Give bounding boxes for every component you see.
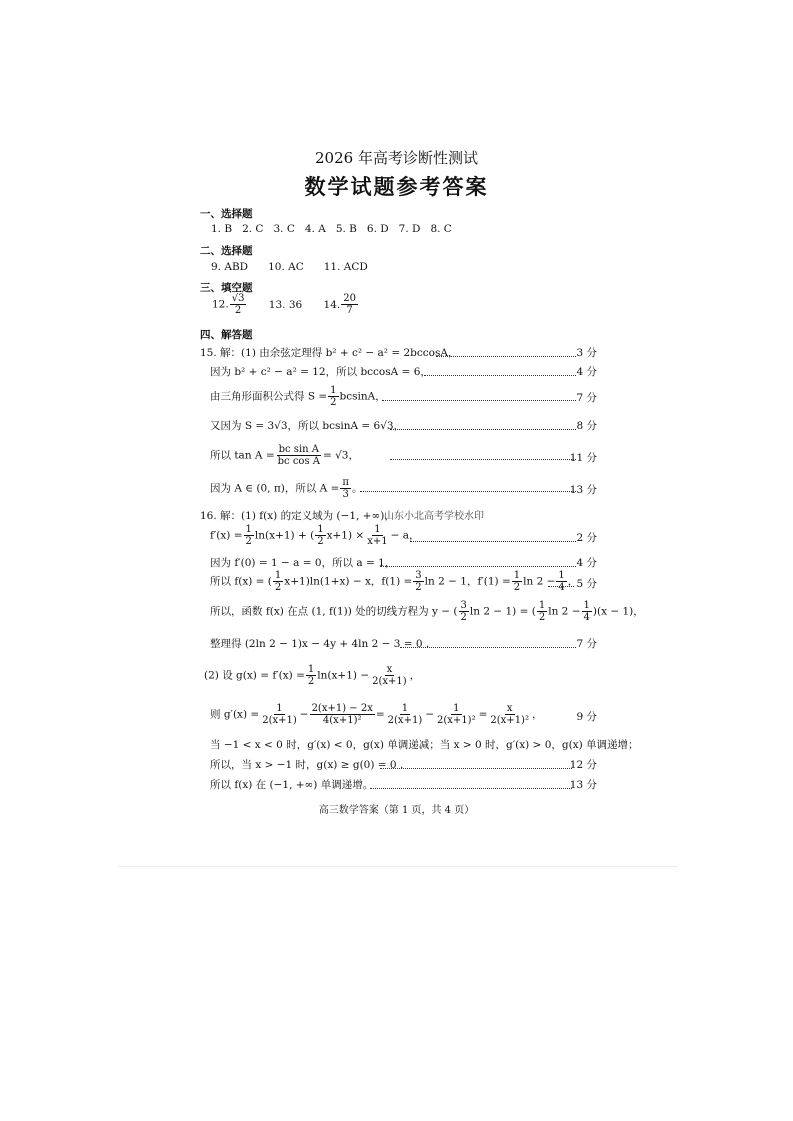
q16-part2-line4: 所以，当 x > −1 时，g(x) ≥ g(0) = 0 . <box>210 759 404 771</box>
exam-title: 2026 年高考诊断性测试 <box>315 149 478 167</box>
q15-score1: 3 分 <box>576 347 597 359</box>
q15-score6: 13 分 <box>569 484 597 496</box>
q16-line5: 所以，函数 f(x) 在点 (1, f(1)) 处的切线方程为 y − ( $\frac{3}{2}$ ln 2 − 1) = ( $\frac{1}{2}$ ln 2 − $\frac{1}{4}$ )(x − 1)， <box>210 600 644 623</box>
q16-score10: 12 分 <box>569 759 597 771</box>
q16-line3: 因为 f′(0) = 1 − a = 0，所以 a = 1， <box>210 557 396 569</box>
answer-key-title: 数学试题参考答案 <box>304 174 489 199</box>
page-footer: 高三数学答案（第 1 页，共 4 页） <box>318 805 475 816</box>
multi-choice-answers: 9. ABD 10. AC 11. ACD <box>211 261 368 273</box>
watermark: 山东小北高考学校水印 <box>384 511 484 522</box>
q16-score2: 2 分 <box>576 532 597 544</box>
section-fill-title: 三、填空题 <box>200 282 253 294</box>
section-solution-title: 四、解答题 <box>200 329 253 341</box>
q15-line6: 因为 A ∈ (0, π)，所以 A = $\frac{\pi}{3}$ 。 <box>210 477 363 500</box>
q16-score11: 13 分 <box>569 779 597 791</box>
q16-part2-line3: 当 −1 < x < 0 时，g′(x) < 0，g(x) 单调递减；当 x > 0 时，g′(x) > 0，g(x) 单调递增； <box>210 739 639 751</box>
q16-part2-line1: (2) 设 g(x) = f′(x) = $\frac{1}{2}$ ln(x+1) − $\frac{x}{2(x+1)}$ ， <box>204 664 421 687</box>
q16-score3: 4 分 <box>576 557 597 569</box>
q16-line1: 16. 解：(1) f(x) 的定义域为 (−1, +∞)， <box>200 510 395 522</box>
q16-part2-line5: 所以 f(x) 在 (−1, +∞) 单调递增。 <box>210 779 374 791</box>
q16-line4: 所以 f(x) = ( $\frac{1}{2}$ x+1)ln(1+x) − x，f(1) = $\frac{3}{2}$ ln 2 − 1，f′(1) = $\frac{1}{2}$ ln 2 − $\frac{1}{4}$ ， <box>210 570 579 593</box>
q15-score4: 8 分 <box>576 420 597 432</box>
q16-score6: 7 分 <box>576 638 597 650</box>
q15-line1: 15. 解：(1) 由余弦定理得 b² + c² − a² = 2bccosA， <box>200 347 459 359</box>
q15-score2: 4 分 <box>576 366 597 378</box>
q15-line4: 又因为 S = 3√3，所以 bcsinA = 6√3， <box>210 420 405 432</box>
choice-answers: 1. B 2. C 3. C 4. A 5. B 6. D 7. D 8. C <box>211 223 452 235</box>
section-choice-title: 一、选择题 <box>200 208 253 220</box>
q15-line2: 因为 b² + c² − a² = 12，所以 bccosA = 6， <box>210 366 431 378</box>
section-multi-choice-title: 二、选择题 <box>200 245 253 257</box>
q16-score8: 9 分 <box>576 711 597 723</box>
fill-answers: 12. $\frac{√3}{2}$ 13. 36 14. $\frac{20}{7}$ <box>212 293 356 316</box>
q15-score5: 11 分 <box>569 452 597 464</box>
q16-line6: 整理得 (2ln 2 − 1)x − 4y + 4ln 2 − 3 = 0 . <box>210 638 430 650</box>
page-fold-line <box>118 866 678 867</box>
q16-part2-line2: 则 g′(x) = $\frac{1}{2(x+1)}$ − $\frac{2(x+1) - 2x}{\text{4(x+1)²}}$ = $\frac{1}{2(x+1)}$ − $\frac{1}{\text{2(x+1)²}}$ = $\frac{x}{\text{2(x+1)²}}$ ， <box>210 703 543 726</box>
q16-line2: f′(x) = $\frac{1}{2}$ ln(x+1) + ( $\frac{1}{2}$ x+1) × $\frac{1}{x+1}$ − a， <box>210 524 420 547</box>
q15-line3: 由三角形面积公式得 S = $\frac{1}{2}$ bcsinA， <box>210 385 386 408</box>
q15-line5: 所以 tan A = $\frac{\text{bc sin A}}{\text{bc cos A}}$ = √3， <box>210 444 359 467</box>
q15-score3: 7 分 <box>576 392 597 404</box>
q16-score4: 5 分 <box>576 578 597 590</box>
